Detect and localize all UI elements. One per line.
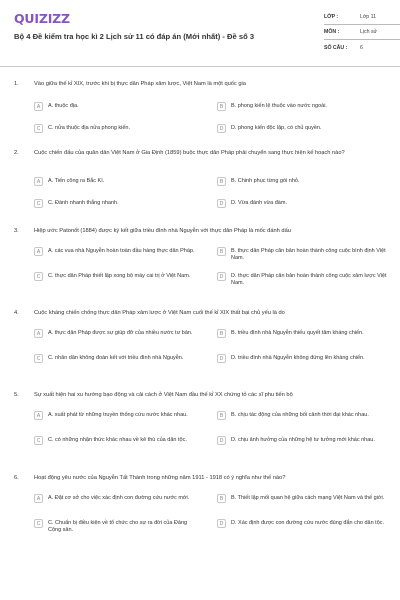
option-text: D. phong kiến độc lập, có chủ quyền.	[231, 124, 322, 131]
option-text: B. thực dân Pháp căn bản hoàn thành công cuộc bình định Việt Nam.	[231, 247, 386, 262]
option-text: A. thuộc địa.	[48, 102, 79, 109]
option-text: A. Đặt cơ sở cho việc xác định con đường cứu nước mới.	[48, 494, 190, 501]
option-d[interactable]	[217, 272, 387, 288]
question-text: Cuộc kháng chiến chống thực dân Pháp xâm lược ở Việt Nam cuối thế kỉ XIX thất bại chủ yếu là do	[34, 310, 285, 316]
meta-label-subject: MÔN :	[324, 29, 340, 35]
option-a[interactable]	[34, 329, 200, 338]
option-letter-box: A	[34, 247, 43, 256]
option-letter-box: D	[217, 272, 226, 281]
option-letter-box: C	[34, 354, 43, 363]
option-text: D. chịu ảnh hưởng của những hệ tư tưởng mới khác nhau.	[231, 436, 375, 443]
meta-table	[324, 10, 400, 55]
question-1-header	[14, 80, 386, 88]
question-6	[14, 474, 386, 534]
option-a[interactable]	[34, 247, 200, 256]
option-text: D. thực dân Pháp căn bản hoàn thành công cuộc xâm lược Việt Nam.	[231, 272, 387, 287]
option-d[interactable]	[217, 436, 387, 445]
quizizz-logo: QUIZIZZ	[14, 11, 70, 26]
option-text: B. chịu tác động của những bối cảnh thời đại khác nhau.	[231, 411, 369, 418]
option-text: B. phong kiến lệ thuộc vào nước ngoài.	[231, 102, 327, 109]
question-5-header	[14, 391, 386, 399]
option-letter-box: B	[217, 411, 226, 420]
question-3-header	[14, 227, 386, 235]
option-text: B. triều đình nhà Nguyễn thiếu quyết tâm kháng chiến.	[231, 329, 364, 336]
option-letter-box: A	[34, 177, 43, 186]
question-text: Cuộc chiến đấu của quân dân Việt Nam ở Gia Định (1859) buộc thực dân Pháp phải chuyển sang thực hiện kế hoạch nào?	[34, 150, 345, 156]
option-b[interactable]	[217, 177, 387, 186]
question-4-header	[14, 309, 386, 317]
option-c[interactable]	[34, 199, 200, 208]
option-b[interactable]	[217, 494, 387, 503]
option-d[interactable]	[217, 124, 387, 133]
option-letter-box: C	[34, 199, 43, 208]
option-text: A. Tiến công ra Bắc Kì.	[48, 177, 105, 184]
option-text: D. Xác định được con đường cứu nước đúng đắn cho dân tộc.	[231, 519, 385, 526]
option-letter-box: C	[34, 436, 43, 445]
option-letter-box: D	[217, 199, 226, 208]
option-b[interactable]	[217, 247, 387, 263]
question-text: Vào giữa thế kỉ XIX, trước khi bị thực dân Pháp xâm lược, Việt Nam là một quốc gia	[34, 81, 246, 87]
option-c[interactable]	[34, 354, 200, 363]
question-4	[14, 309, 386, 362]
option-text: A. thực dân Pháp được sự giúp đỡ của nhiều nước tư bản.	[48, 329, 193, 336]
option-letter-box: B	[217, 494, 226, 503]
meta-value-count: 6	[360, 44, 363, 51]
option-d[interactable]	[217, 354, 387, 363]
option-letter-box: D	[217, 519, 226, 528]
option-letter-box: D	[217, 124, 226, 133]
option-letter-box: A	[34, 102, 43, 111]
option-b[interactable]	[217, 329, 387, 338]
option-letter-box: B	[217, 247, 226, 256]
option-letter-box: C	[34, 519, 43, 528]
option-a[interactable]	[34, 102, 200, 111]
question-1	[14, 80, 386, 132]
option-text: D. triều đình nhà Nguyễn không đứng lên kháng chiến.	[231, 354, 365, 361]
option-text: C. có những nhận thức khác nhau về kẻ thù của dân tộc.	[48, 436, 187, 443]
meta-row-subject	[324, 25, 400, 40]
option-letter-box: A	[34, 494, 43, 503]
meta-row-count	[324, 40, 400, 55]
meta-label-grade: LỚP :	[324, 14, 339, 20]
option-letter-box: D	[217, 436, 226, 445]
option-letter-box: B	[217, 329, 226, 338]
question-number: 3.	[14, 228, 19, 234]
question-number: 5.	[14, 392, 19, 398]
option-text: B. Thiết lập mối quan hệ giữa cách mạng Việt Nam và thế giới.	[231, 494, 385, 501]
option-c[interactable]	[34, 124, 200, 133]
meta-value-subject: Lịch sử	[360, 29, 378, 35]
meta-label-count: SỐ CÂU :	[324, 44, 348, 51]
question-2	[14, 149, 386, 207]
option-b[interactable]	[217, 102, 387, 111]
option-letter-box: C	[34, 124, 43, 133]
option-text: D. Vừa đánh vừa đàm.	[231, 199, 287, 206]
worksheet-header	[14, 10, 386, 58]
option-letter-box: B	[217, 102, 226, 111]
option-b[interactable]	[217, 411, 387, 420]
question-text: Hiệp ước Patonốt (1884) được ký kết giữa triều đình nhà Nguyễn với thực dân Pháp là mốc đánh dấu	[34, 228, 291, 234]
header-divider	[0, 66, 400, 67]
question-text: Sự xuất hiện hai xu hướng bạo động và cải cách ở Việt Nam đầu thế kỉ XX chứng tỏ các sĩ phu tiến bộ	[34, 392, 293, 398]
question-6-header	[14, 474, 386, 482]
meta-value-grade: Lớp 11	[360, 14, 376, 20]
option-d[interactable]	[217, 519, 387, 528]
option-a[interactable]	[34, 411, 200, 420]
option-text: C. Chuẩn bị điều kiện về tổ chức cho sự ra đời của Đảng Cộng sản.	[48, 519, 188, 534]
option-d[interactable]	[217, 199, 387, 208]
question-3	[14, 227, 387, 287]
option-text: C. nửa thuộc địa nửa phong kiến.	[48, 124, 130, 131]
option-a[interactable]	[34, 177, 200, 186]
question-2-header	[14, 149, 386, 157]
question-text: Hoạt động yêu nước của Nguyễn Tất Thành trong những năm 1911 - 1918 có ý nghĩa như thế nào?	[34, 475, 286, 481]
question-number: 6.	[14, 475, 19, 481]
option-letter-box: B	[217, 177, 226, 186]
question-number: 4.	[14, 310, 19, 316]
option-text: C. thực dân Pháp thiết lập xong bộ máy cai trị ở Việt Nam.	[48, 272, 191, 279]
question-number: 1.	[14, 81, 19, 87]
meta-row-grade	[324, 10, 400, 25]
option-letter-box: C	[34, 272, 43, 281]
option-letter-box: D	[217, 354, 226, 363]
option-text: C. Đánh nhanh thắng nhanh.	[48, 199, 119, 206]
question-number: 2.	[14, 150, 19, 156]
question-5	[14, 391, 386, 444]
document-title: Bộ 4 Đề kiểm tra học kì 2 Lịch sử 11 có đáp án (Mới nhất) - Đề số 3	[14, 32, 255, 41]
option-text: A. xuất phát từ những truyền thống cứu nước khác nhau.	[48, 411, 188, 418]
option-text: C. nhân dân không đoàn kết với triều đình nhà Nguyễn.	[48, 354, 184, 361]
option-a[interactable]	[34, 494, 200, 503]
option-text: A. các vua nhà Nguyễn hoàn toàn đầu hàng thực dân Pháp.	[48, 247, 195, 254]
option-letter-box: A	[34, 411, 43, 420]
option-text: B. Chinh phục từng gói nhỏ.	[231, 177, 300, 184]
option-letter-box: A	[34, 329, 43, 338]
option-c[interactable]	[34, 519, 200, 535]
option-c[interactable]	[34, 272, 200, 281]
option-c[interactable]	[34, 436, 200, 445]
